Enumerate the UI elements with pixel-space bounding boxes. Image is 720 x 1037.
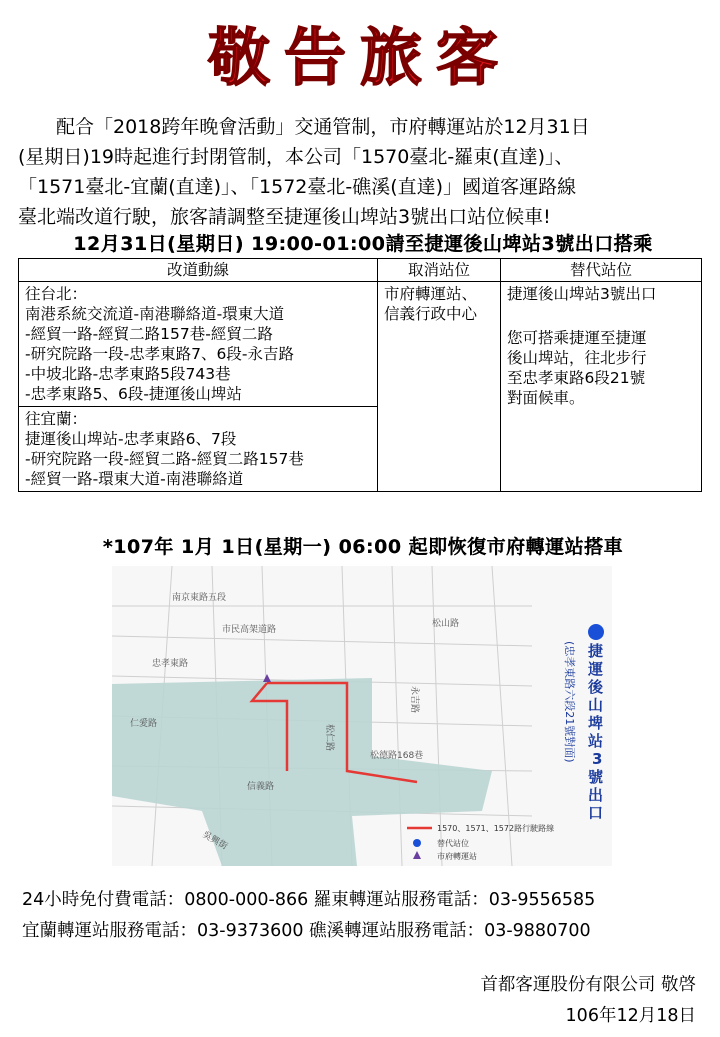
cancelled-stop: 市府轉運站、: [384, 285, 478, 303]
callout-char: 出: [588, 786, 604, 804]
callout-char: 山: [588, 696, 604, 714]
callout-char: 後: [588, 678, 604, 696]
cancelled-stop: 信義行政中心: [384, 305, 478, 323]
street-label: 松仁路: [324, 724, 334, 752]
taipei-route-cell: [19, 282, 378, 407]
intro-line: (星期日)19時起進行封閉管制，本公司「1570臺北-羅東(直達)」、: [18, 146, 574, 168]
route-line: -忠孝東路5、6段-捷運後山埤站: [25, 385, 242, 403]
alternative-note: 您可搭乘捷運至捷運: [507, 329, 647, 347]
detour-table: [18, 258, 702, 492]
callout-char: 口: [588, 804, 604, 822]
schedule-banner: 12月31日(星期日) 19:00-01:00請至捷運後山埤站3號出口搭乘: [73, 233, 653, 255]
legend-old-stop: 市府轉運站: [437, 852, 477, 861]
route-map: [112, 566, 612, 866]
header-route: 改道動線: [19, 259, 378, 282]
callout-char: 捷: [588, 642, 604, 660]
yilan-route-cell: [19, 407, 378, 492]
route-line: -研究院路一段-經貿二路-經貿二路157巷: [25, 450, 304, 468]
legend-route: 1570、1571、1572路行駛路線: [437, 824, 555, 833]
route-line: -經貿一路-環東大道-南港聯絡道: [25, 470, 244, 488]
street-label: 松德路168巷: [370, 751, 424, 761]
route-line: 往台北：: [25, 285, 88, 303]
cancelled-stops-cell: [378, 282, 501, 492]
route-line: 往宜蘭：: [25, 410, 88, 428]
alternative-note: 對面候車。: [507, 389, 585, 407]
notice-title: 敬告旅客: [207, 21, 512, 94]
header-cancelled: 取消站位: [378, 259, 501, 282]
callout-subtext: (忠孝東路六段21號對面): [563, 641, 576, 763]
street-label: 南京東路五段: [172, 593, 227, 603]
route-line: -經貿一路-經貿二路157巷-經貿二路: [25, 325, 273, 343]
street-label: 吳興街: [200, 829, 229, 853]
alternative-note: 後山埤站，往北步行: [507, 349, 647, 367]
alternative-note: 至忠孝東路6段21號: [507, 369, 646, 387]
intro-line: 臺北端改道行駛，旅客請調整至捷運後山埤站3號出口站位候車!: [18, 206, 551, 228]
callout-char: 站: [588, 732, 604, 750]
contact-info: [22, 885, 712, 947]
route-line: 南港系統交流道-南港聯絡道-環東大道: [25, 305, 285, 323]
company-signature: [480, 970, 696, 1032]
street-label: 市民高架道路: [222, 625, 277, 635]
callout-char: 埤: [588, 714, 604, 732]
alternative-stop: 捷運後山埤站3號出口: [507, 285, 657, 303]
callout-char: 號: [588, 768, 604, 786]
alternative-stop-marker: [588, 624, 604, 640]
street-label: 忠孝東路: [152, 659, 189, 669]
contact-line: 24小時免付費電話：0800-000-866 羅東轉運站服務電話：03-9556585: [22, 890, 596, 910]
header-alternative: 替代站位: [501, 259, 702, 282]
street-label: 信義路: [247, 782, 275, 792]
intro-line: 配合「2018跨年晚會活動」交通管制，市府轉運站於12月31日: [56, 116, 590, 138]
contact-line: 宜蘭轉運站服務電話：03-9373600 礁溪轉運站服務電話：03-9880700: [22, 921, 591, 941]
callout-char: 3: [592, 750, 603, 768]
intro-line: 「1571臺北-宜蘭(直達)」、「1572臺北-礁溪(直達)」國道客運路線: [18, 176, 577, 198]
issue-date: 106年12月18日: [565, 1006, 696, 1026]
intro-paragraph: [18, 112, 708, 232]
legend-alt-stop: 替代站位: [437, 839, 469, 848]
route-line: -中坡北路-忠孝東路5段743巷: [25, 365, 231, 383]
route-line: -研究院路一段-忠孝東路7、6段-永吉路: [25, 345, 295, 363]
route-line: 捷運後山埤站-忠孝東路6、7段: [25, 430, 237, 448]
alternative-stop-cell: [501, 282, 702, 492]
street-label: 永吉路: [409, 686, 419, 714]
callout-char: 運: [588, 660, 604, 678]
street-label: 仁愛路: [130, 719, 158, 729]
company-name: 首都客運股份有限公司 敬啓: [480, 975, 696, 995]
street-label: 松山路: [432, 619, 460, 629]
resume-banner: *107年 1月 1日(星期一) 06:00 起即恢復市府轉運站搭車: [102, 536, 624, 558]
